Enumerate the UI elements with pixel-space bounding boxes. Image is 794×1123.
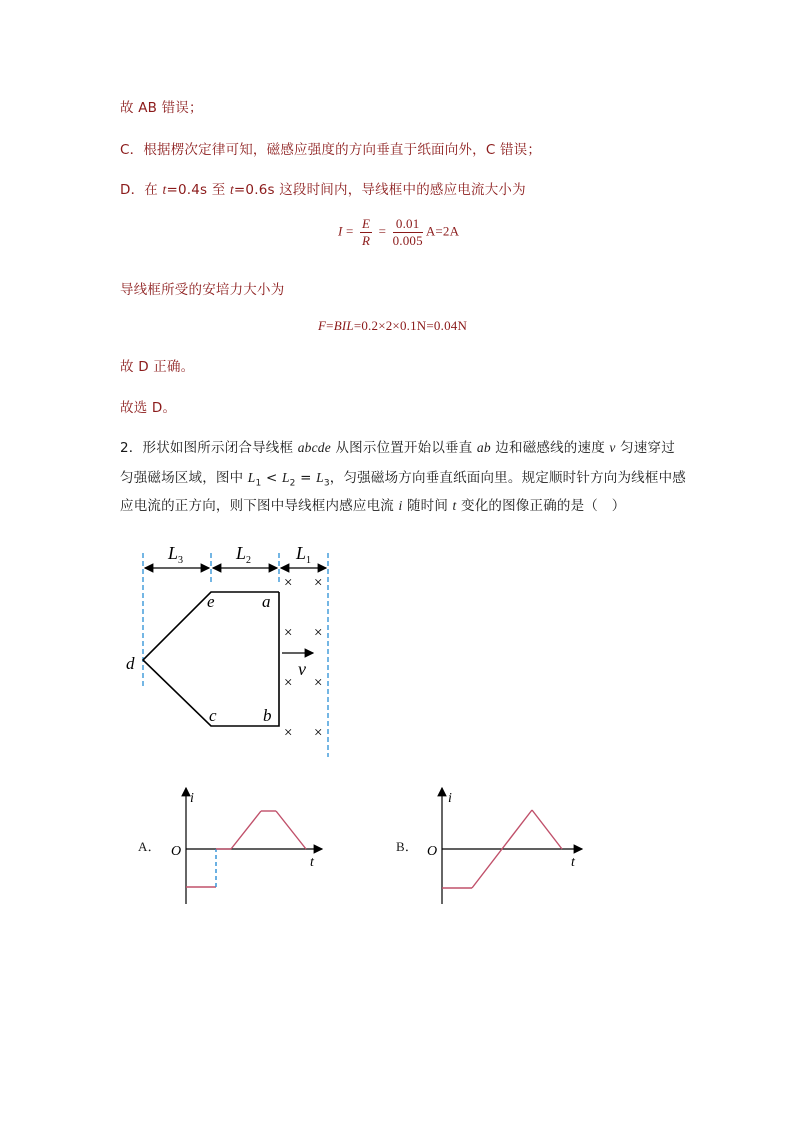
var-t: t <box>452 498 457 513</box>
vertex-e: e <box>207 592 215 611</box>
fraction-E-over-R <box>360 216 372 249</box>
plot-segment <box>231 811 261 849</box>
question-line-2 <box>120 466 686 489</box>
question-line-1 <box>120 436 675 456</box>
denominator: 0.005 <box>392 233 423 248</box>
field-cross: × <box>314 625 323 641</box>
solution-line-ab-wrong: 故 AB 错误； <box>120 100 203 116</box>
vertex-b: b <box>263 706 272 725</box>
text: =0.6s 这段时间内，导线框中的感应电流大小为 <box>233 182 526 198</box>
text: 匀强磁场区域，图中 <box>120 470 248 486</box>
var-v: v <box>609 440 616 455</box>
text: 从图示位置开始以垂直 <box>330 440 477 456</box>
text: D．在 <box>120 182 163 198</box>
plot-segment <box>276 811 306 849</box>
text: =0.4s 至 <box>166 182 230 198</box>
var-I: I <box>338 223 343 239</box>
y-axis-label: i <box>448 791 452 806</box>
label-L1: $L_1$ <box>296 543 312 566</box>
var-L1: L <box>247 470 256 485</box>
lt: < <box>261 470 282 486</box>
text: 变化的图像正确的是（ ） <box>456 498 626 514</box>
numerator: E <box>361 216 371 231</box>
equals: = <box>326 318 334 333</box>
eq: = <box>295 470 317 486</box>
solution-line-d <box>120 178 526 198</box>
label-L3: $L_3$ <box>168 543 184 566</box>
option-B-label[interactable]: B． <box>396 839 419 854</box>
y-axis-label: i <box>190 791 194 806</box>
vertex-c: c <box>209 706 217 725</box>
equals: = <box>342 223 357 239</box>
fraction-values <box>393 216 423 249</box>
equation-current <box>338 216 459 249</box>
field-cross: × <box>314 725 323 741</box>
sub-2: 2 <box>289 478 296 489</box>
vertex-d: d <box>126 654 135 673</box>
result: A=2A <box>425 223 460 239</box>
x-axis-label: t <box>310 855 314 870</box>
var-ab: ab <box>476 440 491 455</box>
var-t: t <box>162 182 167 197</box>
text: 2．形状如图所示闭合导线框 <box>120 440 298 456</box>
text: ，匀强磁场方向垂直纸面向里。规定顺时针方向为线框中感 <box>329 470 686 486</box>
field-cross: × <box>284 625 293 641</box>
label-L2: $L_2$ <box>236 543 252 566</box>
field-cross: × <box>284 675 293 691</box>
vertex-a: a <box>262 592 271 611</box>
sub-1: 1 <box>255 478 262 489</box>
field-cross: × <box>314 675 323 691</box>
var-abcde: abcde <box>297 440 331 455</box>
option-A-label[interactable]: A． <box>138 839 161 854</box>
text: 匀速穿过 <box>615 440 675 456</box>
denominator: R <box>361 233 371 248</box>
option-B-graph <box>416 782 591 912</box>
solution-line-force-intro: 导线框所受的安培力大小为 <box>120 282 285 298</box>
wire-frame-figure <box>120 535 360 765</box>
var-F: F <box>318 318 327 333</box>
var-BIL: BIL <box>333 318 354 333</box>
text: 边和磁感线的速度 <box>490 440 610 456</box>
sub-3: 3 <box>323 478 330 489</box>
solution-line-choose-d: 故选 D。 <box>120 400 177 416</box>
x-axis-label: t <box>571 855 575 870</box>
field-cross: × <box>284 725 293 741</box>
equation-force <box>318 318 467 334</box>
text: 应电流的正方向，则下图中导线框内感应电流 <box>120 498 399 514</box>
option-A-graph <box>160 782 330 912</box>
numerator: 0.01 <box>393 216 423 233</box>
field-cross: × <box>314 575 323 591</box>
var-i: i <box>398 498 403 513</box>
field-cross: × <box>284 575 293 591</box>
label-v: v <box>298 659 306 679</box>
var-t: t <box>229 182 234 197</box>
origin-label: O <box>427 844 438 859</box>
var-L3: L <box>316 470 324 485</box>
solution-line-c: C．根据楞次定律可知，磁感应强度的方向垂直于纸面向外，C 错误； <box>120 142 542 158</box>
origin-label: O <box>171 844 182 859</box>
result: =0.2×2×0.1N=0.04N <box>353 318 468 333</box>
plot-segment <box>532 810 562 849</box>
text: 随时间 <box>402 498 453 514</box>
var-L2: L <box>281 470 290 485</box>
question-line-3 <box>120 494 625 514</box>
equals: = <box>375 223 390 239</box>
solution-line-d-correct: 故 D 正确。 <box>120 359 195 375</box>
